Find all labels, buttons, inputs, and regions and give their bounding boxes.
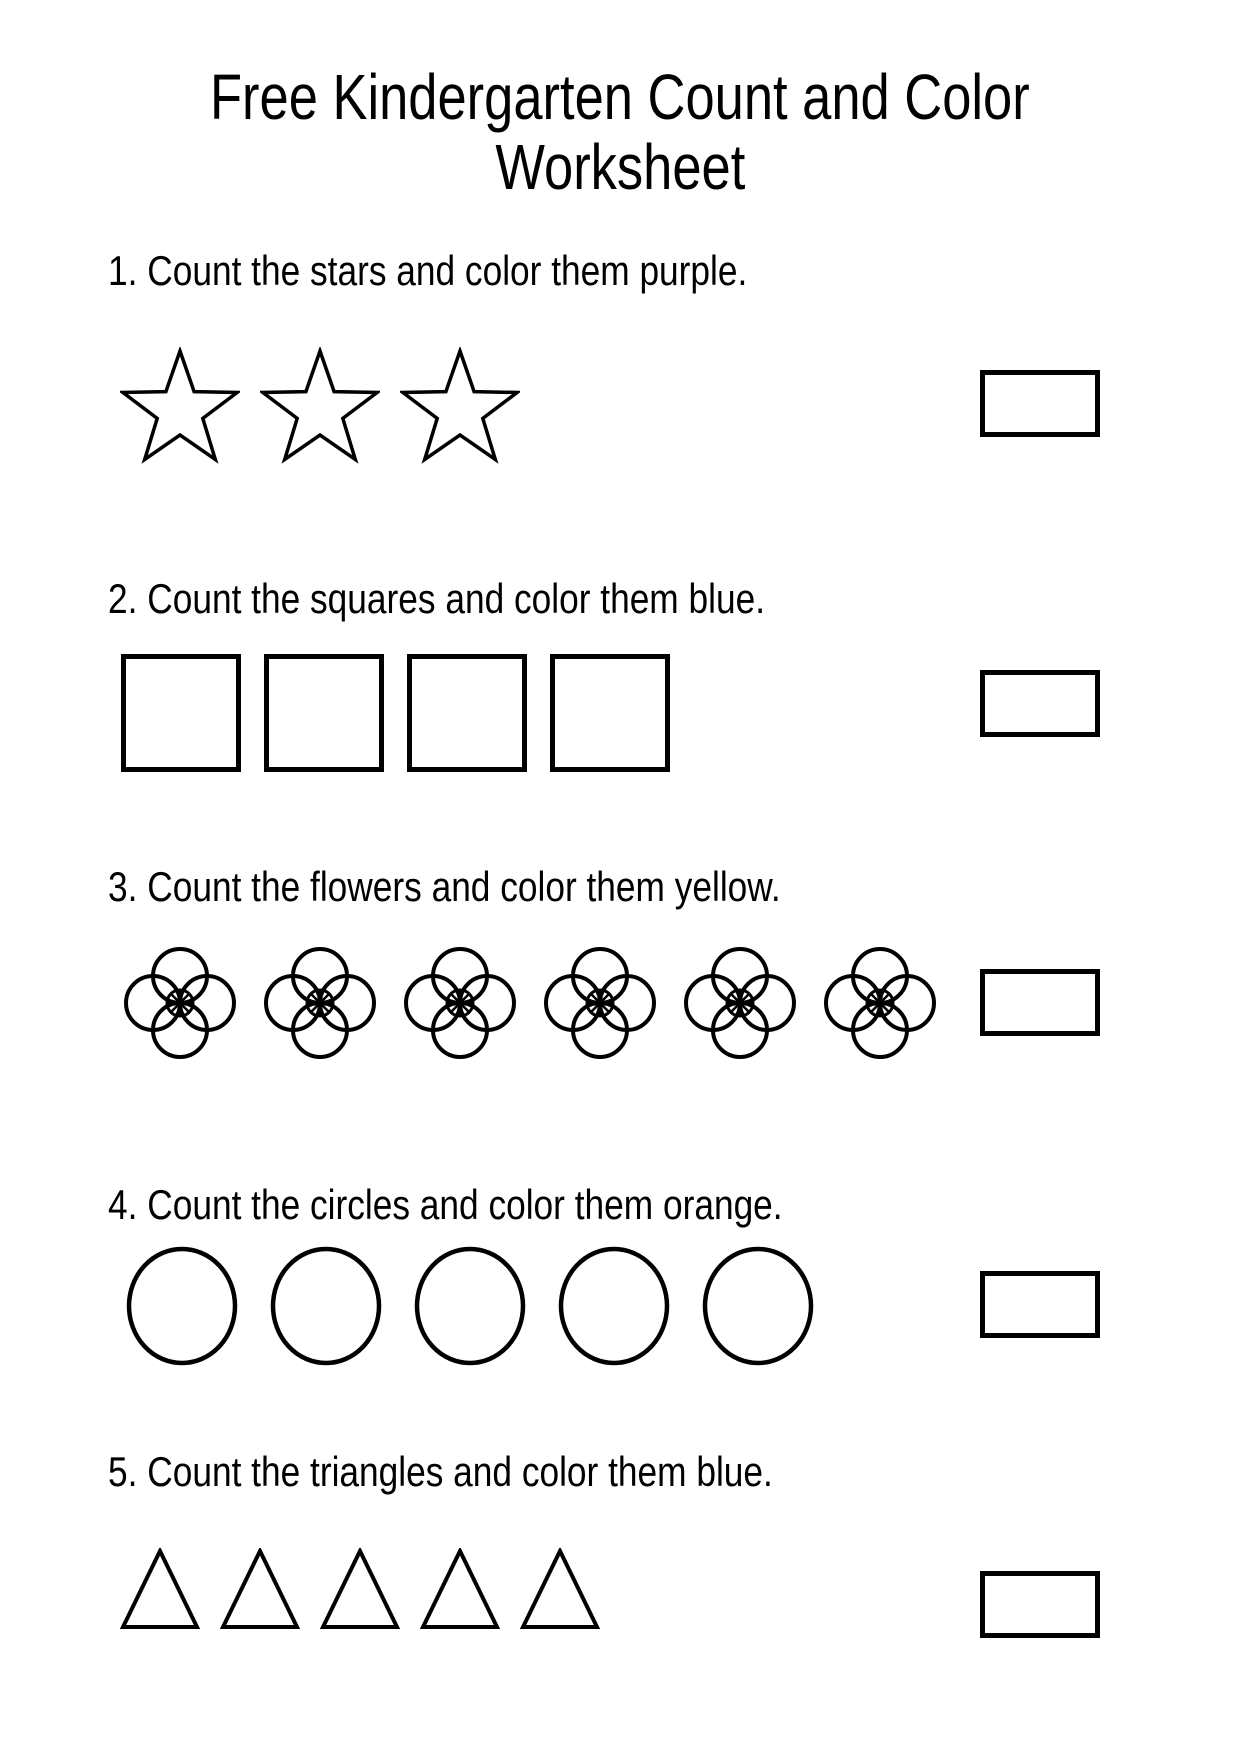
star-shape[interactable] (400, 347, 520, 467)
circle-row (124, 1246, 816, 1366)
circle-shape[interactable] (556, 1246, 672, 1366)
square-shape[interactable] (264, 654, 384, 772)
flower-shape[interactable] (404, 947, 516, 1059)
flower-shape[interactable] (264, 947, 376, 1059)
prompt-flowers: 3. Count the flowers and color them yellow. (108, 863, 781, 910)
circle-shape[interactable] (412, 1246, 528, 1366)
star-row (120, 347, 520, 467)
triangle-shape[interactable] (220, 1548, 300, 1630)
prompt-squares: 2. Count the squares and color them blue. (108, 575, 766, 622)
square-shape[interactable] (121, 654, 241, 772)
answer-box-flowers[interactable] (980, 969, 1100, 1036)
circle-shape[interactable] (268, 1246, 384, 1366)
circle-shape[interactable] (700, 1246, 816, 1366)
triangle-shape[interactable] (420, 1548, 500, 1630)
answer-box-circles[interactable] (980, 1271, 1100, 1338)
star-shape[interactable] (120, 347, 240, 467)
flower-row (124, 947, 936, 1059)
worksheet-title (0, 62, 1240, 202)
answer-box-squares[interactable] (980, 670, 1100, 737)
square-row (121, 654, 670, 772)
title-line-1: Free Kindergarten Count and Color (210, 61, 1030, 133)
prompt-stars: 1. Count the stars and color them purple. (108, 247, 748, 294)
triangle-shape[interactable] (120, 1548, 200, 1630)
triangle-shape[interactable] (320, 1548, 400, 1630)
triangle-shape[interactable] (520, 1548, 600, 1630)
title-line-2: Worksheet (495, 131, 745, 203)
answer-box-stars[interactable] (980, 370, 1100, 437)
square-shape[interactable] (407, 654, 527, 772)
flower-shape[interactable] (684, 947, 796, 1059)
square-shape[interactable] (550, 654, 670, 772)
star-shape[interactable] (260, 347, 380, 467)
circle-shape[interactable] (124, 1246, 240, 1366)
prompt-circles: 4. Count the circles and color them orange. (108, 1181, 783, 1228)
flower-shape[interactable] (124, 947, 236, 1059)
flower-shape[interactable] (544, 947, 656, 1059)
prompt-triangles: 5. Count the triangles and color them blue. (108, 1448, 773, 1495)
triangle-row (120, 1548, 600, 1630)
flower-shape[interactable] (824, 947, 936, 1059)
answer-box-triangles[interactable] (980, 1571, 1100, 1638)
